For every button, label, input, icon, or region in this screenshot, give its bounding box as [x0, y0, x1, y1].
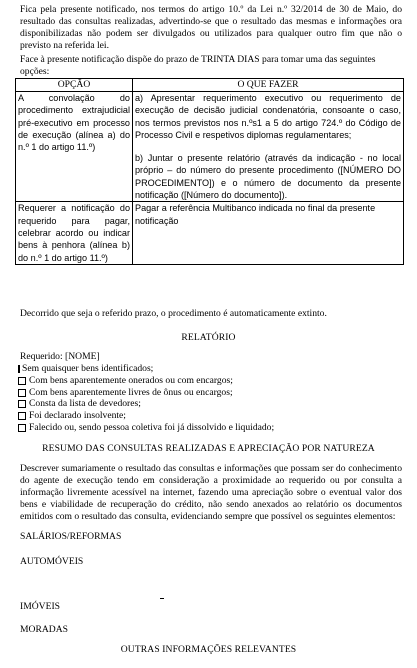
action-item-a: a) Apresentar requerimento executivo ou requerimento de execução de decisão judicial condenatória, consoante o caso, nos termos previstos nos n.ºs1 a 5 do artigo 724.º do Código de Processo Civil e respetivos diplomas regulamentares; — [135, 93, 401, 140]
checkbox-label: Consta da lista de devedores; — [29, 398, 141, 410]
section-salarios: SALÁRIOS/REFORMAS — [20, 531, 122, 542]
checkbox-bens-onerados[interactable] — [18, 377, 26, 385]
header-action: O QUE FAZER — [133, 79, 404, 92]
table-row — [16, 92, 404, 202]
section-moradas: MORADAS — [20, 624, 68, 635]
checkbox-insolvente[interactable] — [18, 412, 26, 420]
checkbox-row — [18, 375, 400, 387]
options-table-header — [16, 79, 404, 92]
extinction-note: Decorrido que seja o referido prazo, o procedimento é automaticamente extinto. — [20, 308, 327, 319]
checkbox-bens-livres[interactable] — [18, 389, 26, 397]
section-outras: OUTRAS INFORMAÇÕES RELEVANTES — [120, 644, 297, 655]
checkbox-label: Falecido ou, sendo pessoa coletiva foi já dissolvido e liquidado; — [29, 421, 275, 433]
summary-paragraph: Descrever sumariamente o resultado das consultas e informações que possam ser do conhecimento do agente de execução tendo em consideração a proximidade ao requerido ou por consulta a informação livremente acessível na internet, fazendo uma apreciação sobre o eventual valor dos bens e viabilidade de recuperação do crédito, não sendo anexados ao relatório os documentos emitidos com o resultado das consulta, evidenciando sempre que possível os seguintes elementos: — [20, 463, 402, 522]
options-intro: Face à presente notificação dispõe do prazo de TRINTA DIAS para tomar uma das seguintes opções: — [20, 54, 376, 77]
report-title: RELATÓRIO — [181, 332, 236, 343]
requerido-line: Requerido: [NOME] — [20, 351, 100, 362]
checkbox-label: Foi declarado insolvente; — [29, 410, 126, 422]
checkbox-row — [18, 398, 400, 410]
intro-paragraph: Fica pela presente notificado, nos termos do artigo 10.º da Lei n.º 32/2014 de 30 de Maio, do resultado das consultas realizadas, advertindo-se que o resultado das mesmas e informações ora disponibilizadas não podem ser divulgados ou utilizados para qualquer outro fim que não o previsto na referida lei. — [20, 4, 402, 51]
summary-title: RESUMO DAS CONSULTAS REALIZADAS E APRECIAÇÃO POR NATUREZA — [42, 443, 375, 454]
checkbox-label: Com bens aparentemente onerados ou com encargos; — [29, 374, 233, 386]
divider-mark — [160, 598, 164, 599]
checkbox-row — [18, 363, 400, 375]
action-notificacao: Pagar a referência Multibanco indicada no final da presente notificação — [133, 202, 404, 264]
checkbox-falecido[interactable] — [18, 424, 26, 432]
checkbox-row — [18, 422, 400, 434]
section-imoveis: IMÓVEIS — [20, 601, 60, 612]
table-row — [16, 202, 404, 264]
options-table — [15, 78, 404, 265]
checkbox-lista-devedores[interactable] — [18, 400, 26, 408]
status-checklist — [18, 363, 400, 434]
option-notificacao: Requerer a notificação do requerido para pagar, celebrar acordo ou indicar bens à penhora (alínea b) do n.º 1 do artigo 11.º) — [16, 202, 133, 264]
option-convolacao: A convolação do procedimento extrajudicial pré-executivo em processo de execução (alínea a) do n.º 1 do artigo 11.º) — [16, 92, 133, 202]
checkbox-row — [18, 387, 400, 399]
header-option: OPÇÃO — [16, 79, 133, 92]
checkbox-label: Com bens aparentemente livres de ônus ou encargos; — [29, 386, 233, 398]
checkbox-row — [18, 410, 400, 422]
action-convolacao — [133, 92, 404, 202]
section-automoveis: AUTOMÓVEIS — [20, 556, 84, 567]
checkbox-sem-bens[interactable] — [18, 365, 20, 373]
action-item-b: b) Juntar o presente relatório (através da indicação - no local próprio – do número do presente procedimento ([NÚMERO DO PROCEDIMENTO]) e o número de documento da presente notificação ([Número do documento]). — [135, 153, 401, 201]
checkbox-label: Sem quaisquer bens identificados; — [22, 363, 154, 374]
